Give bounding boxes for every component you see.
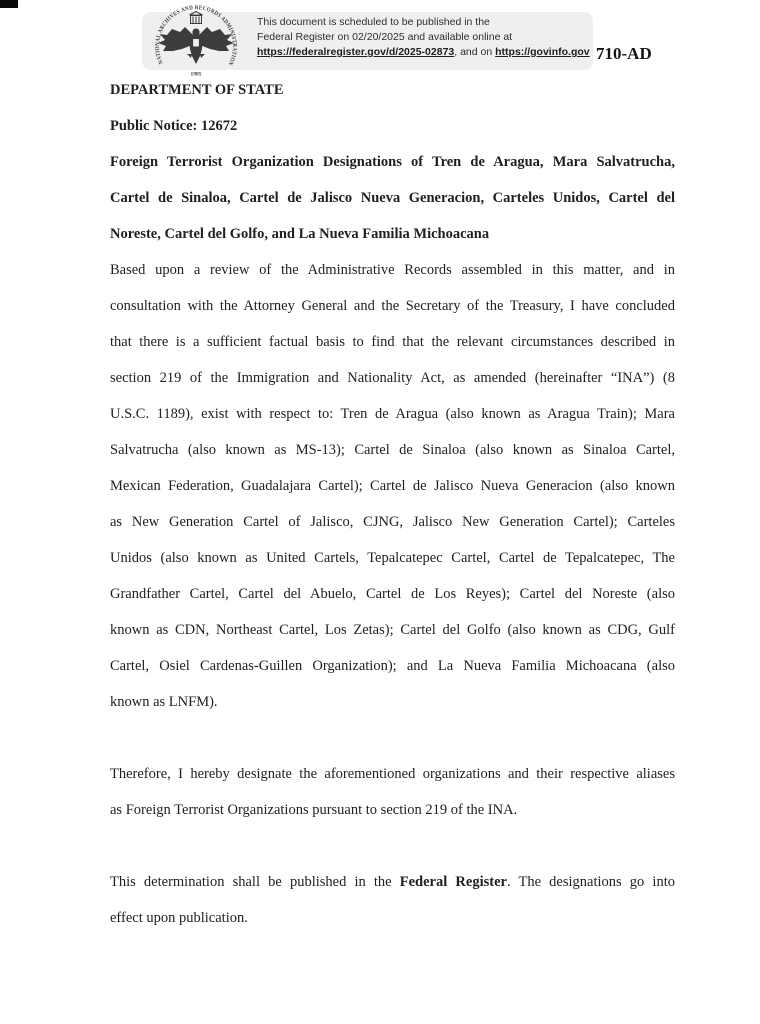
banner-line-1: This document is scheduled to be published in the: [257, 16, 490, 28]
seal-building-icon: [190, 12, 203, 24]
banner-line-3: [257, 45, 602, 60]
doc-line-suffix: . The designations go into: [506, 874, 675, 890]
federalregister-link[interactable]: https://federalregister.gov/d/2025-02873: [257, 46, 455, 58]
doc-line: as New Generation Cartel of Jalisco, CJNG, Jalisco New Generation Cartel); Carteles: [110, 514, 675, 530]
paragraph-gap: [110, 720, 675, 756]
document-body: [110, 72, 675, 936]
banner-line-3-mid: , and on: [454, 46, 496, 58]
doc-line: known as CDN, Northeast Cartel, Los Zetas); Cartel del Golfo (also known as CDG, Gulf: [110, 622, 675, 638]
doc-line: as Foreign Terrorist Organizations pursuant to section 219 of the INA.: [110, 802, 518, 818]
doc-line: [110, 864, 675, 900]
banner-line-2: Federal Register on 02/20/2025 and available online at: [257, 31, 513, 43]
doc-line: known as LNFM).: [110, 694, 218, 710]
doc-line-prefix: This determination shall be published in the: [110, 874, 400, 890]
doc-line: Therefore, I hereby designate the aforementioned organizations and their respective aliases: [110, 766, 675, 782]
scan-artifact: [0, 0, 18, 8]
doc-line: Grandfather Cartel, Cartel del Abuelo, Cartel de Los Reyes); Cartel del Noreste (also: [110, 586, 675, 602]
doc-line: Unidos (also known as United Cartels, Tepalcatepec Cartel, Cartel de Tepalcatepec, The: [110, 550, 675, 566]
doc-line: Cartel, Osiel Cardenas-Guillen Organization); and La Nueva Familia Michoacana (also: [110, 658, 675, 674]
doc-line: Based upon a review of the Administrative Records assembled in this matter, and in: [110, 262, 675, 278]
govinfo-link[interactable]: https://govinfo.gov: [495, 46, 590, 58]
seal-eagle-icon: [158, 27, 234, 64]
doc-line: that there is a sufficient factual basis to find that the relevant circumstances described in: [110, 334, 675, 350]
prepublication-banner-text: [257, 15, 602, 60]
federal-register-bold: Federal Register: [399, 874, 507, 890]
doc-line: Salvatrucha (also known as MS-13); Cartel de Sinaloa (also known as Sinaloa Cartel,: [110, 442, 675, 458]
doc-line: section 219 of the Immigration and Nationality Act, as amended (hereinafter “INA”) (8: [110, 370, 675, 386]
public-notice-number: Public Notice: 12672: [110, 118, 238, 134]
seal-ring-text: NATIONAL ARCHIVES AND RECORDS ADMINISTRATION: [154, 5, 238, 67]
doc-title-line: Noreste, Cartel del Golfo, and La Nueva Familia Michoacana: [110, 226, 490, 242]
doc-title-line: Cartel de Sinaloa, Cartel de Jalisco Nueva Generacion, Carteles Unidos, Cartel del: [110, 190, 675, 206]
seal-year: 1985: [190, 71, 202, 78]
paragraph-gap: [110, 828, 675, 864]
billing-code: 710-AD: [596, 44, 652, 63]
doc-line: effect upon publication.: [110, 910, 248, 926]
doc-title-line: Foreign Terrorist Organization Designations of Tren de Aragua, Mara Salvatrucha,: [110, 154, 675, 170]
doc-line: U.S.C. 1189), exist with respect to: Tren de Aragua (also known as Aragua Train); Mara: [110, 406, 675, 422]
agency-heading: DEPARTMENT OF STATE: [110, 82, 284, 98]
doc-line: consultation with the Attorney General and the Secretary of the Treasury, I have concluded: [110, 298, 675, 314]
doc-line: Mexican Federation, Guadalajara Cartel); Cartel de Jalisco Nueva Generacion (also known: [110, 478, 675, 494]
